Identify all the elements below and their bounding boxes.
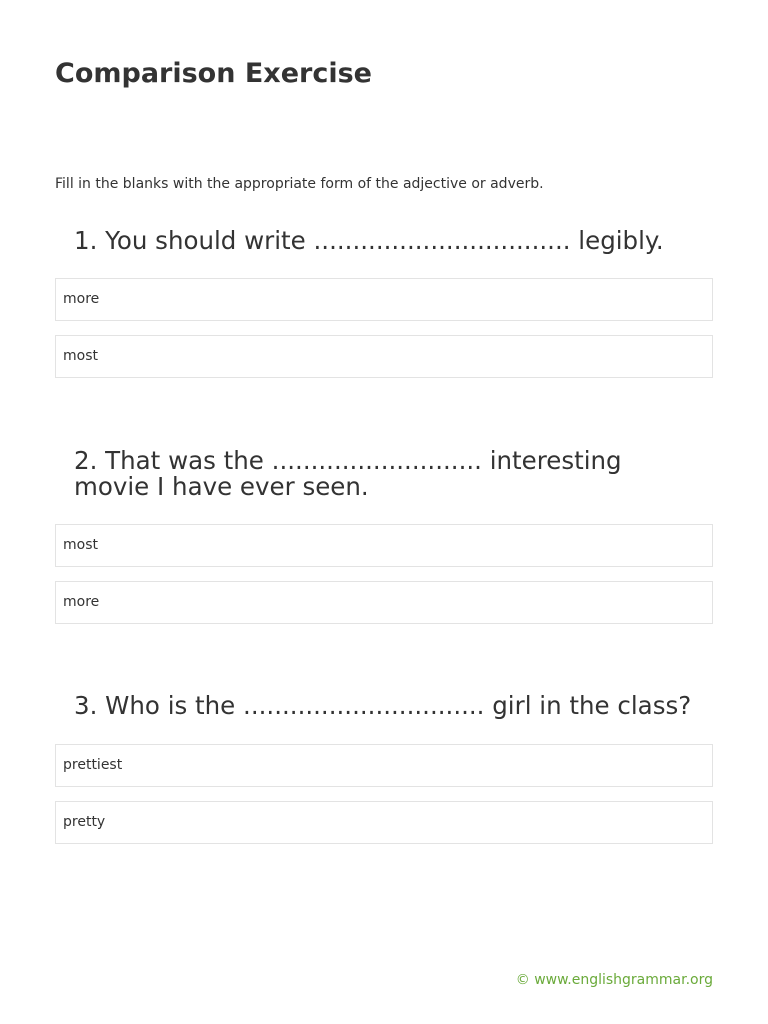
question-text: 2. That was the ........................... interesting movie I have ever seen.: [74, 446, 622, 501]
question-2: [55, 448, 713, 624]
answer-options: [55, 744, 713, 844]
answer-option[interactable]: pretty: [55, 801, 713, 844]
answer-option[interactable]: most: [55, 524, 713, 567]
instructions: Fill in the blanks with the appropriate form of the adjective or adverb.: [55, 176, 544, 192]
question-text: 1. You should write ................................. legibly.: [74, 226, 664, 255]
page-title: Comparison Exercise: [55, 58, 372, 89]
answer-option[interactable]: more: [55, 581, 713, 624]
question-1: [55, 228, 713, 378]
question-text: 3. Who is the ............................... girl in the class?: [74, 691, 692, 720]
answer-options: [55, 278, 713, 378]
answer-options: [55, 524, 713, 624]
answer-option[interactable]: prettiest: [55, 744, 713, 787]
footer-copyright-link[interactable]: © www.englishgrammar.org: [515, 972, 713, 988]
answer-option[interactable]: more: [55, 278, 713, 321]
question-3: [55, 693, 713, 844]
answer-option[interactable]: most: [55, 335, 713, 378]
